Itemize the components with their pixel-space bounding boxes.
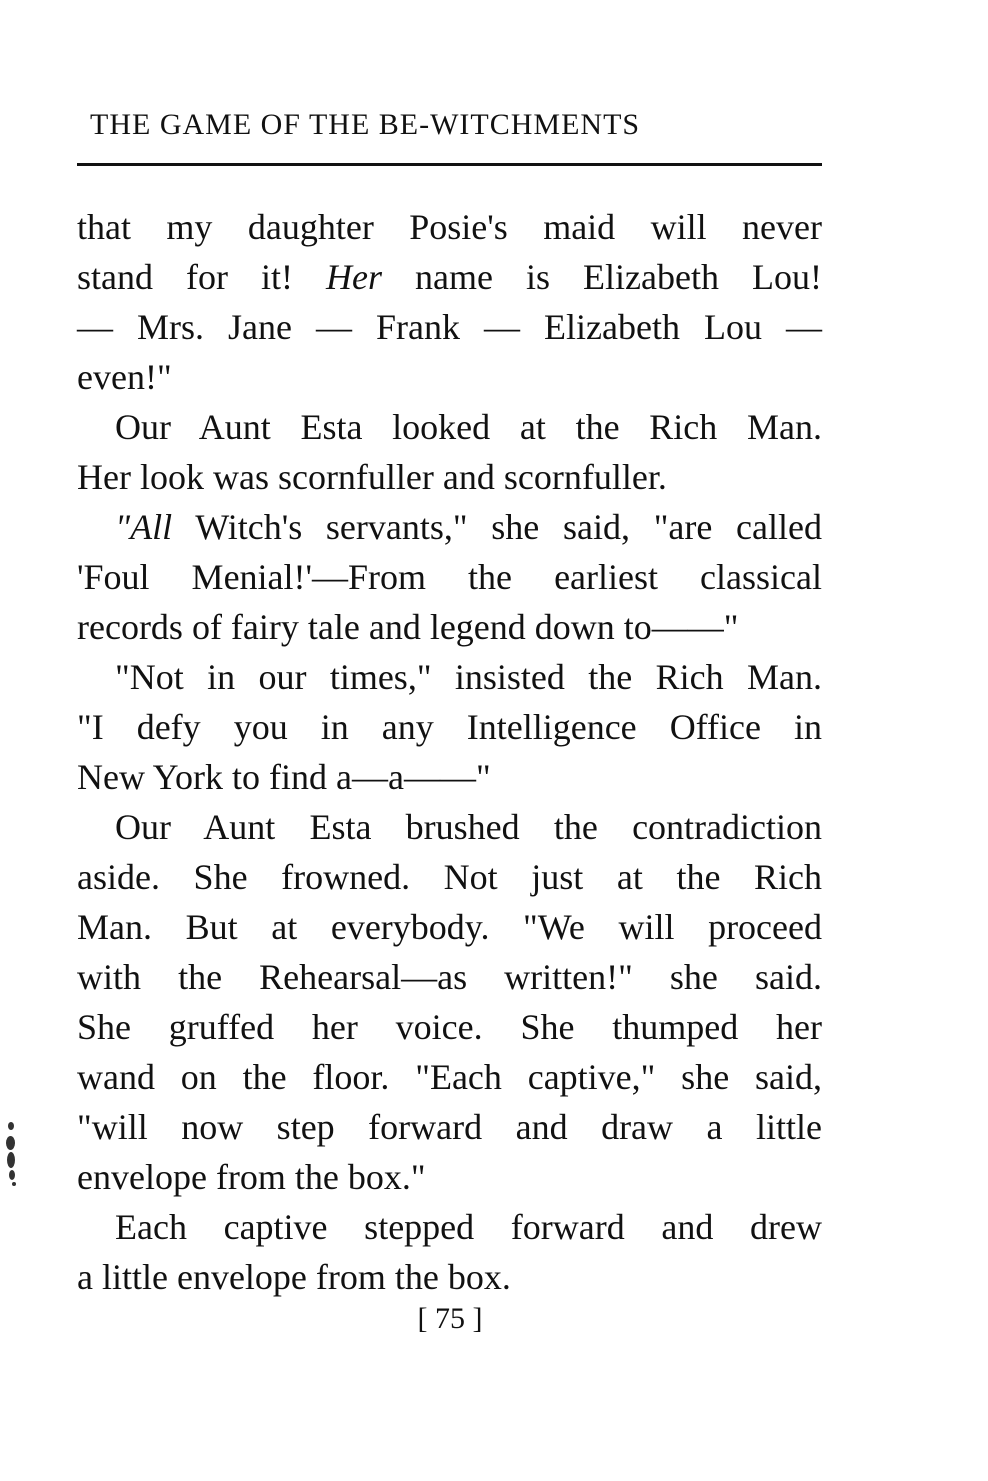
text-line: She gruffed her voice. She thumped her	[77, 1007, 822, 1047]
text-line: 'Foul Menial!'—From the earliest classical	[77, 557, 822, 597]
text-line: a little envelope from the box.	[77, 1257, 511, 1297]
text-line: Her look was scornfuller and scornfuller.	[77, 457, 667, 497]
text-line: — Mrs. Jane — Frank — Elizabeth Lou —	[77, 307, 822, 347]
text-line: that my daughter Posie's maid will never	[77, 207, 822, 247]
text-line: "All Witch's servants," she said, "are called	[115, 507, 822, 547]
text-line: wand on the floor. "Each captive," she said,	[77, 1057, 822, 1097]
text-line: "will now step forward and draw a little	[77, 1107, 822, 1147]
text-line: Our Aunt Esta brushed the contradiction	[115, 807, 822, 847]
italic-emphasis: "All	[115, 507, 173, 547]
text-line: "I defy you in any Intelligence Office in	[77, 707, 822, 747]
page-number: [ 75 ]	[417, 1302, 483, 1335]
text-line: with the Rehearsal—as written!" she said.	[77, 957, 822, 997]
text-line: New York to find a—a——"	[77, 757, 491, 797]
running-title: THE GAME OF THE BE-WITCHMENTS	[90, 108, 641, 141]
margin-blemish	[2, 1118, 20, 1190]
text-line: Man. But at everybody. "We will proceed	[77, 907, 822, 947]
body-text	[77, 202, 822, 1302]
text-line: "Not in our times," insisted the Rich Man.	[115, 657, 822, 697]
text-line: Our Aunt Esta looked at the Rich Man.	[115, 407, 822, 447]
text-line: envelope from the box."	[77, 1157, 426, 1197]
text-line: even!"	[77, 357, 172, 397]
text-line: Each captive stepped forward and drew	[115, 1207, 822, 1247]
text-line: stand for it! Her name is Elizabeth Lou!	[77, 257, 822, 297]
header-rule	[77, 163, 822, 166]
text-line: records of fairy tale and legend down to——"	[77, 607, 739, 647]
italic-emphasis: Her	[326, 257, 383, 297]
text-line: aside. She frowned. Not just at the Rich	[77, 857, 822, 897]
